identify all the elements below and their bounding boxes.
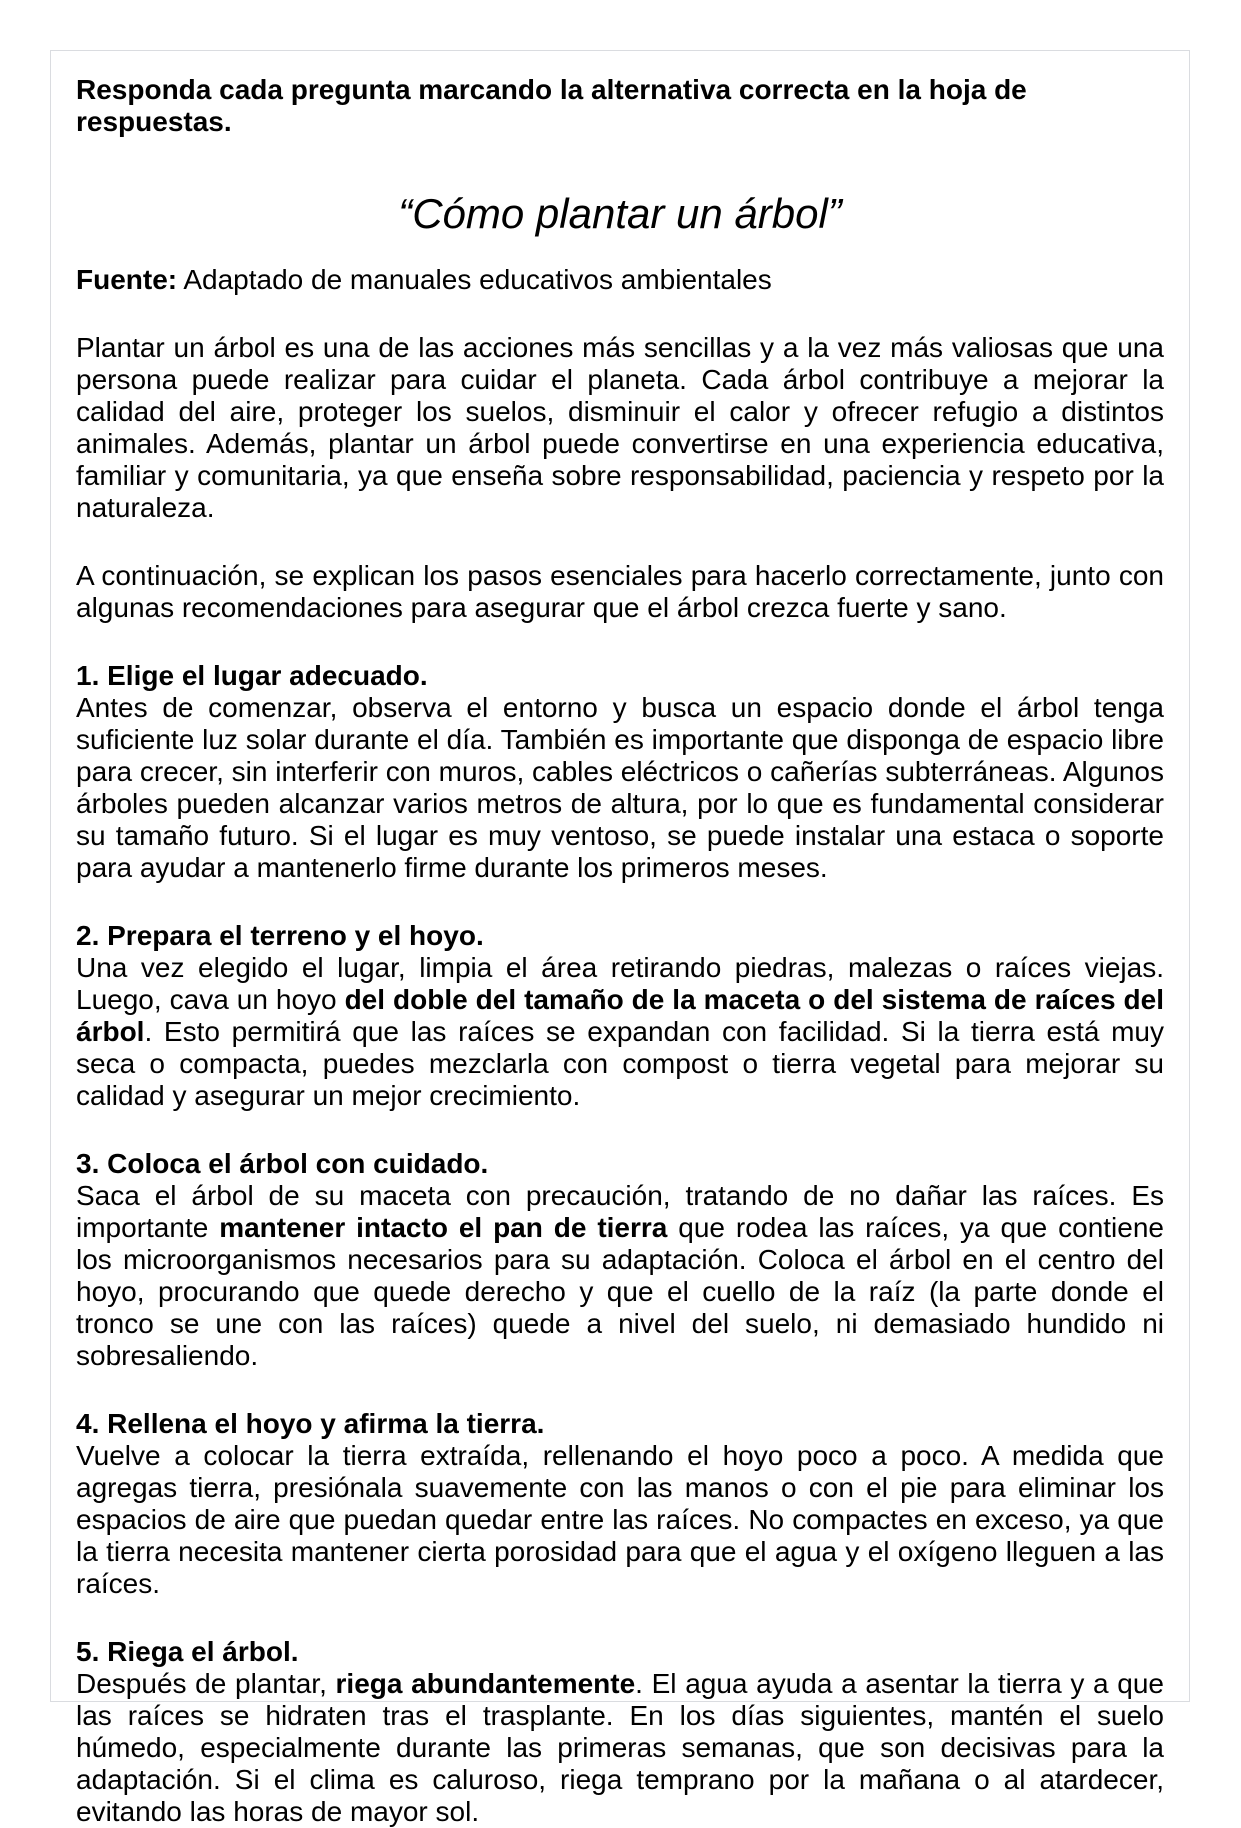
source-line <box>76 264 1164 296</box>
text-run: Después de plantar, <box>76 1668 336 1699</box>
sections <box>76 660 1164 1828</box>
section-heading: 4. Rellena el hoyo y afirma la tierra. <box>76 1408 545 1439</box>
section-heading: 5. Riega el árbol. <box>76 1636 299 1667</box>
document-page <box>50 50 1190 1827</box>
intro-paragraph: Plantar un árbol es una de las acciones más sencillas y a la vez más valiosas que una persona puede realizar para cuidar el planeta. Cada árbol contribuye a mejorar la calidad del aire, proteger los suelos, disminuir el calor y ofrecer refugio a distintos animales. Además, plantar un árbol puede convertirse en una experiencia educativa, familiar y comunitaria, ya que enseña sobre responsabilidad, paciencia y respeto por la naturaleza. <box>76 332 1164 523</box>
section-heading: 2. Prepara el terreno y el hoyo. <box>76 920 484 951</box>
text-run: que rodea las raíces, ya que contiene los microorganismos necesarios para su adaptación. Coloca el árbol en el centro del hoyo, procurando que quede derecho y que el cuello de la raíz (la parte donde el tronco se une con las raíces) quede a nivel del suelo, ni demasiado hundido ni sobresaliendo. <box>76 1212 1164 1371</box>
text-run: Vuelve a colocar la tierra extraída, rellenando el hoyo poco a poco. A medida que agregas tierra, presiónala suavemente con las manos o con el pie para eliminar los espacios de aire que puedan quedar entre las raíces. No compactes en exceso, ya que la tierra necesita mantener cierta porosidad para que el agua y el oxígeno lleguen a las raíces. <box>76 1440 1164 1599</box>
text-run: Saca el árbol de su maceta con precaución, tratando de no dañar las raíces. Es importante <box>76 1180 1164 1243</box>
section-heading: 3. Coloca el árbol con cuidado. <box>76 1148 489 1179</box>
intro-paragraph: A continuación, se explican los pasos esenciales para hacerlo correctamente, junto con algunas recomendaciones para asegurar que el árbol crezca fuerte y sano. <box>76 560 1164 623</box>
text-run: . Esto permitirá que las raíces se expandan con facilidad. Si la tierra está muy seca o compacta, puedes mezclarla con compost o tierra vegetal para mejorar su calidad y asegurar un mejor crecimiento. <box>76 1016 1164 1111</box>
document-title: “Cómo plantar un árbol” <box>398 190 842 237</box>
text-run: Antes de comenzar, observa el entorno y busca un espacio donde el árbol tenga suficiente luz solar durante el día. También es importante que disponga de espacio libre para crecer, sin interferir con muros, cables eléctricos o cañerías subterráneas. Algunos árboles pueden alcanzar varios metros de altura, por lo que es fundamental considerar su tamaño futuro. Si el lugar es muy ventoso, se puede instalar una estaca o soporte para ayudar a mantenerlo firme durante los primeros meses. <box>76 692 1164 883</box>
bold-run: del doble del tamaño de la maceta o del sistema de raíces del árbol <box>76 984 1164 1047</box>
bold-run: mantener intacto el pan de tierra <box>219 1212 668 1243</box>
instruction-text: Responda cada pregunta marcando la alternativa correcta en la hoja de respuestas. <box>76 74 1027 137</box>
section-body <box>76 1180 1164 1372</box>
section-body <box>76 1440 1164 1600</box>
text-run: Una vez elegido el lugar, limpia el área retirando piedras, malezas o raíces viejas. Luego, cava un hoyo <box>76 952 1164 1015</box>
section-heading: 1. Elige el lugar adecuado. <box>76 660 428 691</box>
intro-paragraphs <box>76 332 1164 624</box>
section-body <box>76 1668 1164 1828</box>
bold-run: riega abundantemente <box>335 1668 636 1699</box>
source-text: Adaptado de manuales educativos ambientales <box>183 264 772 295</box>
section-body <box>76 692 1164 884</box>
source-label: Fuente: <box>76 264 178 295</box>
text-run: . El agua ayuda a asentar la tierra y a que las raíces se hidraten tras el trasplante. En los días siguientes, mantén el suelo húmedo, especialmente durante las primeras semanas, que son decisivas para la adaptación. Si el clima es caluroso, riega temprano por la mañana o al atardecer, evitando las horas de mayor sol. <box>76 1668 1165 1827</box>
section-body <box>76 952 1164 1112</box>
